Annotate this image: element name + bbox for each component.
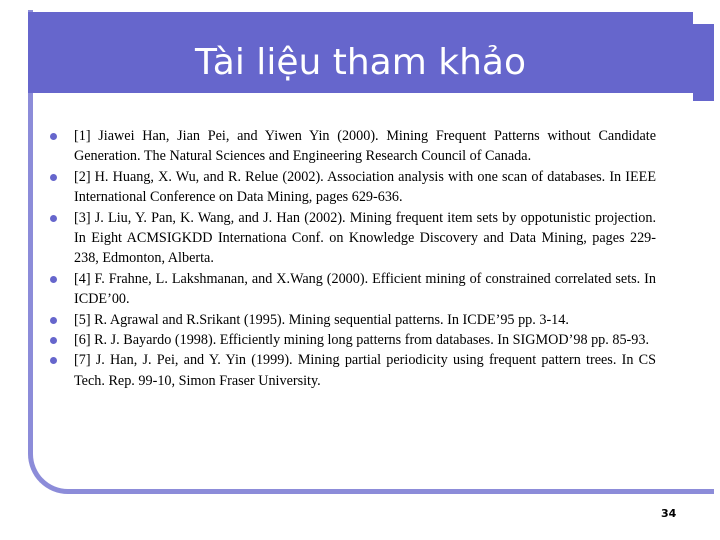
page-number: 34 (661, 507, 677, 520)
reference-text: [7] J. Han, J. Pei, and Y. Yin (1999). Mining partial periodicity using frequent pattern trees. In CS Tech. Rep. 99-10, Simon Fraser University. (74, 352, 656, 389)
reference-text: [4] F. Frahne, L. Lakshmanan, and X.Wang (2000). Efficient mining of constrained correlated sets. In ICDE’00. (74, 270, 656, 308)
reference-item (50, 167, 656, 208)
bullet-icon (50, 215, 57, 222)
title-underline (36, 93, 638, 98)
bullet-icon (50, 133, 57, 140)
bullet-icon (50, 276, 57, 283)
reference-item (50, 126, 656, 167)
reference-list (50, 126, 656, 391)
reference-item (50, 350, 656, 391)
bullet-icon (50, 174, 57, 181)
reference-text: [5] R. Agrawal and R.Srikant (1995). Mining sequential patterns. In ICDE’95 pp. 3-14. (74, 311, 569, 328)
bullet-icon (50, 337, 57, 344)
reference-text: [1] Jiawei Han, Jian Pei, and Yiwen Yin (2000). Mining Frequent Patterns without Candidate Generation. The Natural Sciences and Engineering Research Council of Canada. (74, 128, 656, 165)
reference-text: [3] J. Liu, Y. Pan, K. Wang, and J. Han (2002). Mining frequent item sets by oppotunistic projection. In Eight ACMSIGKDD Internationa Conf. on Knowledge Discovery and Data Mining, pages 229-238, Edmonton, Alberta. (74, 209, 656, 267)
title-bar-edge (693, 24, 714, 101)
reference-item (50, 269, 656, 310)
bullet-icon (50, 357, 57, 364)
title-bar (28, 12, 693, 93)
reference-text: [6] R. J. Bayardo (1998). Efficiently mining long patterns from databases. In SIGMOD’98 pp. 85-93. (74, 332, 650, 349)
reference-item (50, 208, 656, 269)
slide-title: Tài liệu tham khảo (195, 42, 526, 83)
reference-item (50, 330, 656, 350)
reference-item (50, 310, 656, 330)
bullet-icon (50, 317, 57, 324)
reference-text: [2] H. Huang, X. Wu, and R. Relue (2002). Association analysis with one scan of databases. In IEEE International Conference on Data Mining, pages 629-636. (74, 168, 656, 206)
